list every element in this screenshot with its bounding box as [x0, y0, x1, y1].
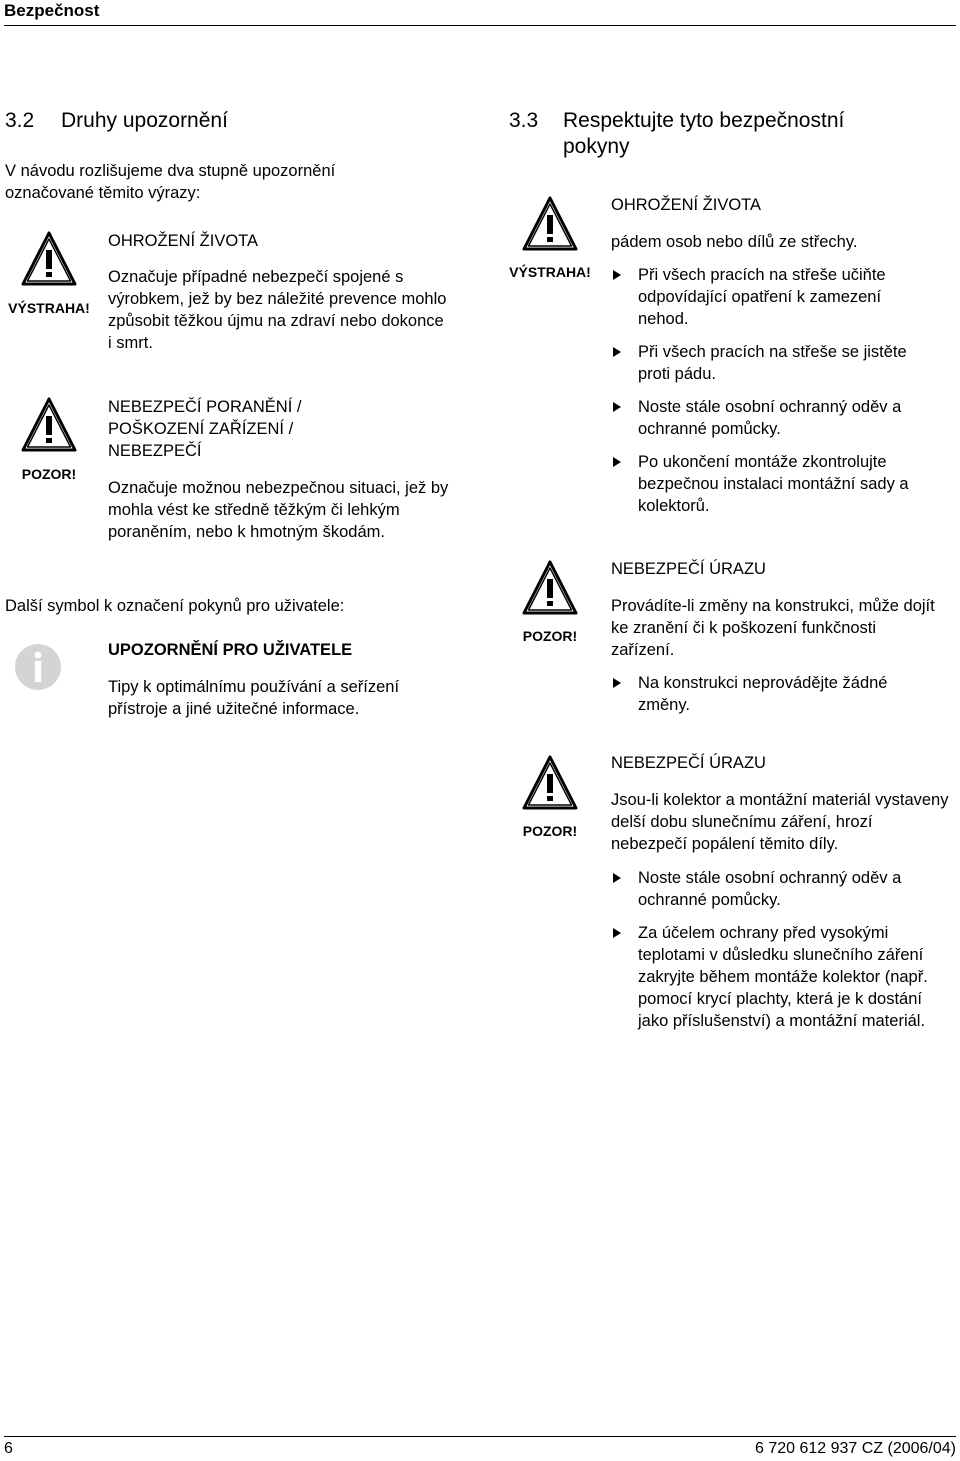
bullet-triangle-icon	[613, 402, 621, 412]
block3-text: Jsou-li kolektor a montážní materiál vystaveny delší dobu slunečnímu záření, hrozí nebezpečí popálení těmito díly.	[611, 791, 949, 853]
header-rule	[4, 25, 956, 26]
bullet-triangle-icon	[613, 678, 621, 688]
warning-label-pozor: POZOR!	[21, 466, 77, 482]
warning-label-vystraha: VÝSTRAHA!	[8, 300, 90, 316]
list-item: Za účelem ochrany před vysokými teplotami v důsledku slunečního záření zakryjte během montáže kolektor (např. pomocí krycí plachty, která je k dostání jako příslušenství) a montážní materiál.	[611, 922, 931, 1032]
caution-triangle-icon	[521, 559, 579, 617]
info-icon	[14, 643, 62, 691]
footer-rule	[4, 1436, 956, 1437]
block2-text: Provádíte-li změny na konstrukci, může dojít ke zranění či k poškození funkčnosti zařízení.	[611, 597, 935, 659]
warning2-title-line1: NEBEZPEČÍ PORANĚNÍ /	[108, 398, 302, 416]
info-title: UPOZORNĚNÍ PRO UŽIVATELE	[108, 641, 353, 659]
warning2-title-line2: POŠKOZENÍ ZAŘÍZENÍ /	[108, 420, 294, 438]
caution-triangle-icon	[20, 396, 78, 454]
bullet-triangle-icon	[613, 928, 621, 938]
warning-label-pozor: POZOR!	[522, 628, 578, 644]
section-title-line2: pokyny	[563, 135, 630, 158]
info-text: Tipy k optimálnímu používání a seřízení přístroje a jiné užitečné informace.	[108, 678, 400, 718]
list-item: Při všech pracích na střeše učiňte odpovídající opatření k zamezení nehod.	[611, 264, 931, 330]
list-item: Noste stále osobní ochranný oděv a ochranné pomůcky.	[611, 396, 931, 440]
list-item: Na konstrukci neprovádějte žádné změny.	[611, 672, 931, 716]
header-title: Bezpečnost	[4, 1, 100, 20]
block3-bullet-list	[611, 867, 931, 1043]
warning-triangle-icon	[521, 195, 579, 253]
bullet-triangle-icon	[613, 347, 621, 357]
page-number: 6	[4, 1440, 13, 1457]
warning-label-vystraha: VÝSTRAHA!	[509, 264, 591, 280]
section-title-line1: Respektujte tyto bezpečnostní	[563, 109, 845, 132]
block2-title: NEBEZPEČÍ ÚRAZU	[611, 560, 766, 578]
block1-text: pádem osob nebo dílů ze střechy.	[611, 233, 858, 251]
list-item: Po ukončení montáže zkontrolujte bezpečnou instalaci montážní sady a kolektorů.	[611, 451, 931, 517]
caution-triangle-icon	[521, 754, 579, 812]
bullet-triangle-icon	[613, 873, 621, 883]
block3-title: NEBEZPEČÍ ÚRAZU	[611, 754, 766, 772]
bullet-triangle-icon	[613, 270, 621, 280]
other-symbol-text: Další symbol k označení pokynů pro uživatele:	[5, 597, 345, 615]
document-code: 6 720 612 937 CZ (2006/04)	[754, 1440, 956, 1457]
section-title: Druhy upozornění	[61, 109, 228, 132]
warning1-title: OHROŽENÍ ŽIVOTA	[108, 232, 259, 250]
warning1-text: Označuje případné nebezpečí spojené s výrobkem, jež by bez náležité prevence mohlo způsobit těžkou újmu na zdraví nebo dokonce i smrt.	[108, 268, 447, 352]
block1-title: OHROŽENÍ ŽIVOTA	[611, 196, 762, 214]
warning-triangle-icon	[20, 230, 78, 288]
warning2-text: Označuje možnou nebezpečnou situaci, jež by mohla vést ke středně těžkým či lehkým poraněním, nebo k hmotným škodám.	[108, 479, 449, 541]
section-heading-3-2	[5, 108, 228, 134]
warning2-title-line3: NEBEZPEČÍ	[108, 442, 202, 460]
intro-text: V návodu rozlišujeme dva stupně upozornění označované těmito výrazy:	[5, 162, 336, 202]
section-number: 3.2	[5, 109, 35, 132]
block1-bullet-list	[611, 264, 931, 528]
list-item: Při všech pracích na střeše se jistěte proti pádu.	[611, 341, 931, 385]
section-number: 3.3	[509, 109, 539, 132]
bullet-triangle-icon	[613, 457, 621, 467]
block2-bullet-list	[611, 672, 931, 727]
list-item: Noste stále osobní ochranný oděv a ochranné pomůcky.	[611, 867, 931, 911]
section-heading-3-3	[509, 108, 844, 160]
warning-label-pozor: POZOR!	[522, 823, 578, 839]
